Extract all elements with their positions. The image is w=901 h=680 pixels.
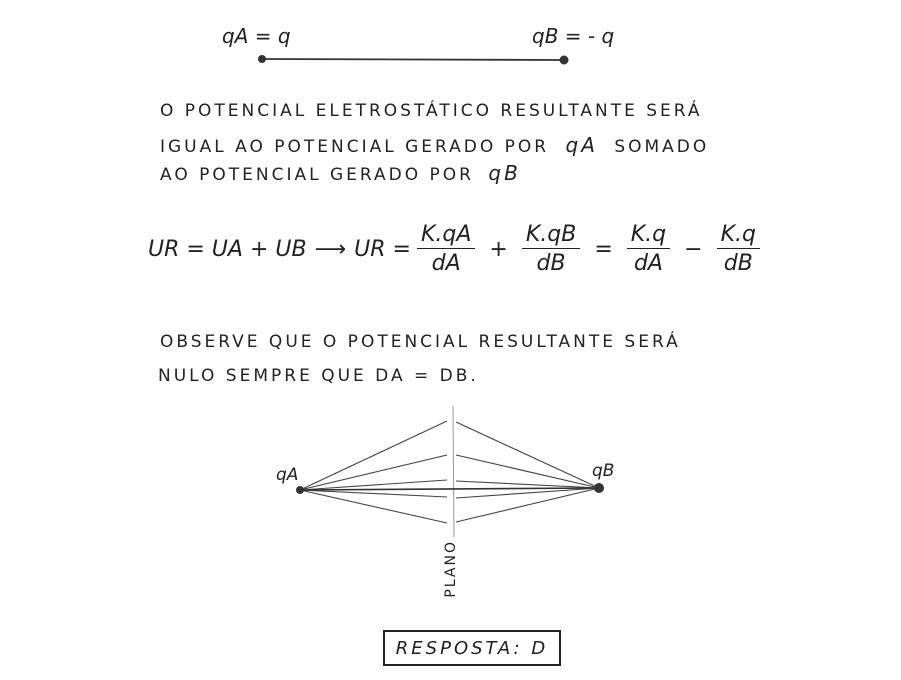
explanation-line-3-symbol: qB: [488, 161, 521, 185]
equation-ur: UR =: [354, 236, 411, 262]
plane-line: [453, 406, 454, 537]
answer-box: [383, 630, 561, 666]
answer-text: RESPOSTA: D: [395, 637, 549, 659]
observation-line-1: OBSERVE QUE O POTENCIAL RESULTANTE SERÁ: [160, 332, 681, 352]
charge-b-dot: [560, 56, 569, 65]
equation-arrow: ⟶: [314, 236, 347, 262]
charge-a-point: [296, 486, 304, 494]
equation-lhs: UR = UA + UB: [148, 236, 307, 262]
explanation-line-3-text: AO POTENCIAL GERADO POR: [160, 165, 474, 185]
explanation-line-2: [160, 133, 709, 157]
explanation-line-2-symbol: qA: [565, 133, 598, 157]
fraction-4: [717, 222, 760, 276]
fraction-3: [627, 222, 670, 276]
bottom-label-qb: qB: [592, 461, 615, 481]
equation-plus: +: [489, 236, 508, 262]
ray-a-1: [300, 421, 447, 490]
fraction-1: [417, 222, 475, 276]
fraction-2: [522, 222, 580, 276]
ray-a-5: [300, 490, 447, 523]
explanation-line-2-end: SOMADO: [614, 137, 710, 157]
plane-label: PLANO: [443, 540, 459, 598]
ray-b-1: [456, 422, 599, 488]
equipotential-plane-diagram: [300, 406, 599, 537]
explanation-line-2-text: IGUAL AO POTENCIAL GERADO POR: [160, 137, 550, 157]
equation-equals: =: [594, 236, 613, 262]
charge-b-point: [594, 483, 604, 493]
charge-a-label: qA = q: [222, 24, 291, 48]
observation-line-2: NULO SEMPRE QUE DA = DB.: [158, 366, 479, 386]
equation-minus: −: [684, 236, 703, 262]
charge-b-label: qB = - q: [532, 24, 615, 48]
ray-b-3: [456, 481, 599, 488]
fraction-3-numerator: K.q: [627, 222, 670, 249]
charge-separation-line: [262, 59, 564, 60]
fraction-4-denominator: dB: [723, 251, 753, 276]
ray-b-2: [456, 455, 599, 488]
fraction-2-denominator: dB: [536, 251, 566, 276]
bottom-label-qa: qA: [276, 465, 299, 485]
fraction-1-numerator: K.qA: [417, 222, 475, 249]
explanation-line-1: O POTENCIAL ELETROSTÁTICO RESULTANTE SERÁ: [160, 101, 703, 121]
potential-equation: [148, 222, 766, 276]
fraction-2-numerator: K.qB: [522, 222, 580, 249]
fraction-4-numerator: K.q: [717, 222, 760, 249]
fraction-3-denominator: dA: [633, 251, 663, 276]
ray-a-4: [300, 490, 447, 497]
charge-a-dot: [258, 55, 266, 63]
fraction-1-denominator: dA: [431, 251, 461, 276]
explanation-line-3: [160, 161, 521, 185]
mid-axis-line: [300, 488, 599, 490]
